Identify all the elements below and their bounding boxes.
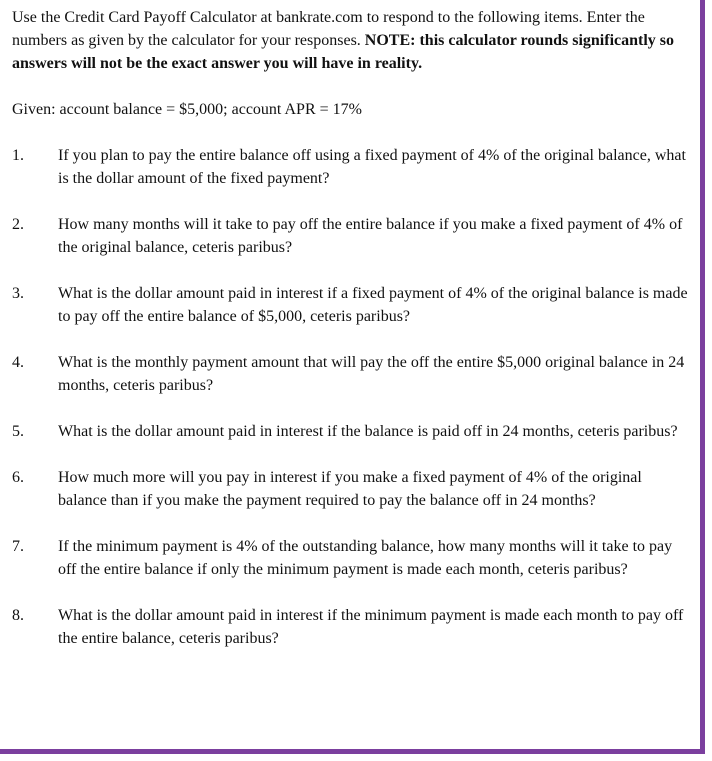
question-number: 4. — [12, 354, 24, 371]
question-item — [12, 351, 692, 397]
question-number: 8. — [12, 607, 24, 624]
intro-text: Use the Credit Card Payoff Calculator at bankrate.com to respond to the following items. Enter the numbers as given by the calculator for your responses. — [12, 9, 645, 49]
question-number: 1. — [12, 147, 24, 164]
question-text: What is the dollar amount paid in interest if the minimum payment is made each month to pay off the entire balance, ceteris paribus? — [58, 607, 684, 647]
question-text: What is the dollar amount paid in interest if the balance is paid off in 24 months, ceteris paribus? — [58, 423, 678, 440]
question-item — [12, 213, 692, 259]
question-item — [12, 144, 692, 190]
question-number: 2. — [12, 216, 24, 233]
question-number: 5. — [12, 423, 24, 440]
document-content — [12, 6, 692, 673]
question-number: 6. — [12, 469, 24, 486]
given-line: Given: account balance = $5,000; account APR = 17% — [12, 101, 362, 118]
question-text: If the minimum payment is 4% of the outstanding balance, how many months will it take to pay off the entire balance if only the minimum payment is made each month, ceteris paribus? — [58, 538, 673, 578]
question-text: What is the monthly payment amount that will pay the off the entire $5,000 original balance in 24 months, ceteris paribus? — [58, 354, 685, 394]
question-list — [12, 144, 692, 650]
question-item — [12, 420, 692, 443]
question-text: How many months will it take to pay off the entire balance if you make a fixed payment of 4% of the original balance, ceteris paribus? — [58, 216, 683, 256]
question-item — [12, 535, 692, 581]
question-number: 3. — [12, 285, 24, 302]
question-item — [12, 466, 692, 512]
question-item — [12, 604, 692, 650]
question-item — [12, 282, 692, 328]
intro-paragraph — [12, 6, 692, 75]
question-text: How much more will you pay in interest if you make a fixed payment of 4% of the original balance than if you make the payment required to pay the balance off in 24 months? — [58, 469, 642, 509]
intro-note: NOTE: this calculator rounds significantly so answers will not be the exact answer you will have in reality. — [12, 32, 675, 72]
question-number: 7. — [12, 538, 24, 555]
question-text: What is the dollar amount paid in interest if a fixed payment of 4% of the original balance is made to pay off the entire balance of $5,000, ceteris paribus? — [58, 285, 688, 325]
question-text: If you plan to pay the entire balance off using a fixed payment of 4% of the original balance, what is the dollar amount of the fixed payment? — [58, 147, 686, 187]
